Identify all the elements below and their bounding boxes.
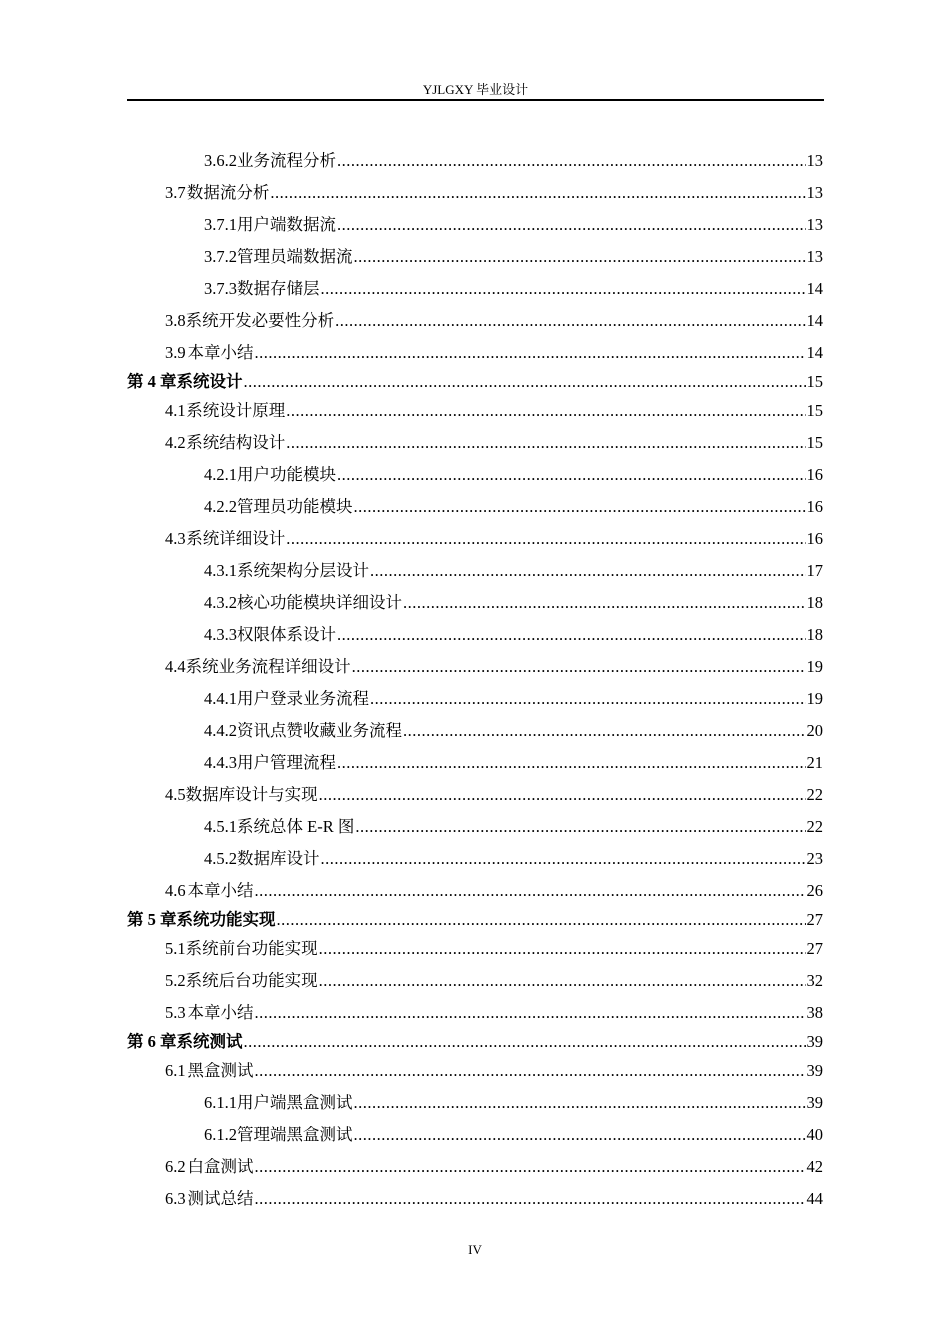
toc-entry-number: 第 6 章 <box>127 1032 177 1051</box>
toc-entry-title: 数据库设计 <box>237 849 320 868</box>
toc-entry[interactable] <box>204 277 823 301</box>
toc-entry-page: 13 <box>806 247 823 266</box>
toc-entry-number: 6.1.1 <box>204 1093 237 1112</box>
toc-entry[interactable] <box>204 213 823 237</box>
toc-entry-page: 14 <box>806 311 823 330</box>
toc-entry-page: 15 <box>806 433 823 452</box>
toc-entry-title: 业务流程分析 <box>237 151 336 170</box>
toc-entry-page: 17 <box>806 561 823 580</box>
toc-entry[interactable] <box>204 751 823 775</box>
toc-dot-leader <box>244 1030 806 1054</box>
toc-entry-page: 21 <box>806 753 823 772</box>
toc-dot-leader <box>370 559 806 583</box>
toc-dot-leader <box>255 1001 806 1025</box>
toc-dot-leader <box>255 1187 806 1211</box>
toc-entry-number: 4.4 <box>165 657 186 676</box>
toc-entry-number: 6.3 <box>165 1189 186 1208</box>
toc-entry-page: 27 <box>806 939 823 958</box>
toc-entry-title: 系统开发必要性分析 <box>185 311 335 330</box>
toc-dot-leader <box>337 463 806 487</box>
page-header <box>127 80 824 100</box>
footer-page-number: IV <box>468 1242 482 1257</box>
toc-entry-number: 6.1.2 <box>204 1125 237 1144</box>
toc-entry-page: 16 <box>806 465 823 484</box>
toc-dot-leader <box>370 687 806 711</box>
toc-entry-page: 14 <box>806 279 823 298</box>
toc-entry-number: 4.4.2 <box>204 721 237 740</box>
toc-dot-leader <box>354 1123 806 1147</box>
toc-entry-page: 15 <box>806 401 823 420</box>
toc-entry-page: 20 <box>806 721 823 740</box>
toc-entry-page: 13 <box>806 151 823 170</box>
toc-entry-title: 核心功能模块详细设计 <box>237 593 402 612</box>
toc-dot-leader <box>354 1091 806 1115</box>
toc-dot-leader <box>319 969 806 993</box>
toc-entry-number: 4.3.1 <box>204 561 237 580</box>
toc-dot-leader <box>337 213 806 237</box>
toc-entry[interactable] <box>204 591 823 615</box>
toc-entry-number: 4.3 <box>165 529 186 548</box>
toc-entry-number: 4.5 <box>165 785 186 804</box>
toc-entry-number: 4.4.1 <box>204 689 237 708</box>
toc-entry-title: 系统总体 E-R 图 <box>237 817 355 836</box>
toc-entry-number: 3.9 <box>165 343 186 362</box>
toc-entry-page: 18 <box>806 593 823 612</box>
toc-entry-page: 16 <box>806 529 823 548</box>
toc-entry-title: 用户端数据流 <box>237 215 336 234</box>
toc-entry-number: 3.7.2 <box>204 247 237 266</box>
toc-entry-title: 用户端黑盒测试 <box>237 1093 353 1112</box>
toc-entry-title: 管理员端数据流 <box>237 247 353 266</box>
toc-entry-page: 14 <box>806 343 823 362</box>
toc-entry[interactable] <box>204 245 823 269</box>
toc-entry-page: 39 <box>806 1093 823 1112</box>
toc-entry-title: 系统设计 <box>176 372 243 391</box>
toc-entry[interactable] <box>204 495 823 519</box>
toc-entry-number: 4.6 <box>165 881 186 900</box>
toc-entry-title: 数据流分析 <box>186 183 270 202</box>
toc-entry-title: 系统设计原理 <box>186 401 286 420</box>
toc-entry-number: 6.1 <box>165 1061 186 1080</box>
toc-entry[interactable] <box>165 1059 823 1083</box>
toc-entry[interactable] <box>204 463 823 487</box>
toc-dot-leader <box>335 309 805 333</box>
toc-entry-number: 4.5.1 <box>204 817 237 836</box>
toc-entry[interactable] <box>204 559 823 583</box>
toc-entry-number: 4.1 <box>165 401 186 420</box>
toc-entry-number: 4.3.3 <box>204 625 237 644</box>
toc-dot-leader <box>321 277 806 301</box>
page-footer <box>0 1240 950 1260</box>
toc-entry-number: 第 4 章 <box>127 372 177 391</box>
toc-chapter-entry[interactable] <box>127 908 823 932</box>
toc-entry-number: 3.7.1 <box>204 215 237 234</box>
toc-entry-number: 4.2.1 <box>204 465 237 484</box>
toc-dot-leader <box>244 370 806 394</box>
toc-entry[interactable] <box>165 341 823 365</box>
toc-dot-leader <box>355 815 805 839</box>
toc-entry-number: 4.3.2 <box>204 593 237 612</box>
header-rule <box>127 99 824 101</box>
toc-entry-page: 13 <box>806 215 823 234</box>
toc-dot-leader <box>352 655 806 679</box>
toc-entry-title: 用户管理流程 <box>237 753 336 772</box>
toc-entry-title: 数据存储层 <box>237 279 320 298</box>
toc-entry[interactable] <box>204 815 823 839</box>
toc-entry-page: 27 <box>806 910 823 929</box>
toc-entry-page: 19 <box>806 689 823 708</box>
toc-entry[interactable] <box>165 527 823 551</box>
toc-entry-title: 用户功能模块 <box>237 465 336 484</box>
toc-entry[interactable] <box>165 399 823 423</box>
toc-chapter-entry[interactable] <box>127 370 823 394</box>
toc-entry-page: 40 <box>806 1125 823 1144</box>
toc-entry-page: 42 <box>806 1157 823 1176</box>
toc-entry-title: 权限体系设计 <box>237 625 336 644</box>
toc-dot-leader <box>403 591 806 615</box>
toc-entry-page: 18 <box>806 625 823 644</box>
toc-entry-number: 第 5 章 <box>127 910 177 929</box>
toc-entry-title: 本章小结 <box>187 881 254 900</box>
toc-entry-number: 3.6.2 <box>204 151 237 170</box>
toc-dot-leader <box>270 181 805 205</box>
toc-dot-leader <box>255 341 806 365</box>
toc-entry-title: 本章小结 <box>187 1003 254 1022</box>
toc-entry-number: 5.2 <box>165 971 186 990</box>
toc-entry-page: 39 <box>806 1032 823 1051</box>
toc-dot-leader <box>354 245 806 269</box>
toc-entry-page: 15 <box>806 372 823 391</box>
toc-entry-number: 4.2.2 <box>204 497 237 516</box>
toc-dot-leader <box>337 751 806 775</box>
toc-dot-leader <box>319 937 806 961</box>
toc-dot-leader <box>337 623 806 647</box>
toc-entry-title: 管理端黑盒测试 <box>237 1125 353 1144</box>
toc-entry[interactable] <box>165 969 823 993</box>
toc-entry-page: 19 <box>806 657 823 676</box>
toc-entry-title: 系统前台功能实现 <box>185 939 318 958</box>
toc-entry[interactable] <box>165 309 823 333</box>
toc-dot-leader <box>286 399 805 423</box>
toc-entry-page: 22 <box>806 785 823 804</box>
toc-entry-number: 3.8 <box>165 311 186 330</box>
toc-entry-title: 数据库设计与实现 <box>185 785 318 804</box>
toc-entry-title: 用户登录业务流程 <box>237 689 369 708</box>
toc-dot-leader <box>255 1155 806 1179</box>
toc-entry[interactable] <box>165 879 823 903</box>
toc-entry-title: 系统业务流程详细设计 <box>185 657 351 676</box>
toc-entry-number: 4.4.3 <box>204 753 237 772</box>
toc-dot-leader <box>319 783 806 807</box>
toc-entry-title: 系统后台功能实现 <box>185 971 318 990</box>
toc-entry[interactable] <box>165 181 823 205</box>
toc-entry[interactable] <box>165 1155 823 1179</box>
toc-entry[interactable] <box>204 1091 823 1115</box>
toc-entry-page: 13 <box>806 183 823 202</box>
toc-dot-leader <box>337 149 806 173</box>
toc-entry[interactable] <box>204 1123 823 1147</box>
toc-entry[interactable] <box>204 149 823 173</box>
toc-dot-leader <box>286 431 805 455</box>
toc-entry-number: 6.2 <box>165 1157 186 1176</box>
toc-entry[interactable] <box>165 431 823 455</box>
toc-entry[interactable] <box>204 687 823 711</box>
toc-entry-number: 4.2 <box>165 433 186 452</box>
toc-entry[interactable] <box>165 937 823 961</box>
toc-dot-leader <box>403 719 806 743</box>
toc-entry[interactable] <box>204 719 823 743</box>
toc-chapter-entry[interactable] <box>127 1030 823 1054</box>
toc-entry[interactable] <box>204 623 823 647</box>
toc-entry-page: 26 <box>806 881 823 900</box>
toc-entry-page: 38 <box>806 1003 823 1022</box>
toc-entry-number: 4.5.2 <box>204 849 237 868</box>
toc-entry[interactable] <box>165 1187 823 1211</box>
toc-dot-leader <box>286 527 805 551</box>
toc-entry-page: 44 <box>806 1189 823 1208</box>
toc-entry[interactable] <box>204 847 823 871</box>
toc-entry-page: 32 <box>806 971 823 990</box>
toc-entry[interactable] <box>165 783 823 807</box>
toc-entry-page: 39 <box>806 1061 823 1080</box>
toc-entry-number: 5.1 <box>165 939 186 958</box>
toc-entry-title: 系统架构分层设计 <box>237 561 369 580</box>
toc-entry-number: 3.7 <box>165 183 186 202</box>
header-title: YJLGXY 毕业设计 <box>422 82 529 97</box>
toc-entry-number: 3.7.3 <box>204 279 237 298</box>
toc-entry-number: 5.3 <box>165 1003 186 1022</box>
toc-entry-title: 系统详细设计 <box>186 529 286 548</box>
toc-entry-page: 16 <box>806 497 823 516</box>
toc-dot-leader <box>255 879 806 903</box>
toc-entry-title: 资讯点赞收藏业务流程 <box>237 721 402 740</box>
toc-entry-title: 本章小结 <box>187 343 254 362</box>
toc-entry-title: 白盒测试 <box>187 1157 254 1176</box>
toc-entry-title: 黑盒测试 <box>187 1061 254 1080</box>
toc-entry-page: 22 <box>806 817 823 836</box>
toc-dot-leader <box>354 495 806 519</box>
toc-entry[interactable] <box>165 655 823 679</box>
toc-entry-title: 测试总结 <box>187 1189 254 1208</box>
toc-entry-page: 23 <box>806 849 823 868</box>
toc-entry[interactable] <box>165 1001 823 1025</box>
toc-dot-leader <box>321 847 806 871</box>
toc-entry-title: 管理员功能模块 <box>237 497 353 516</box>
toc-entry-title: 系统功能实现 <box>176 910 276 929</box>
toc-entry-title: 系统结构设计 <box>186 433 286 452</box>
toc-dot-leader <box>255 1059 806 1083</box>
toc-dot-leader <box>277 908 806 932</box>
toc-entry-title: 系统测试 <box>176 1032 243 1051</box>
